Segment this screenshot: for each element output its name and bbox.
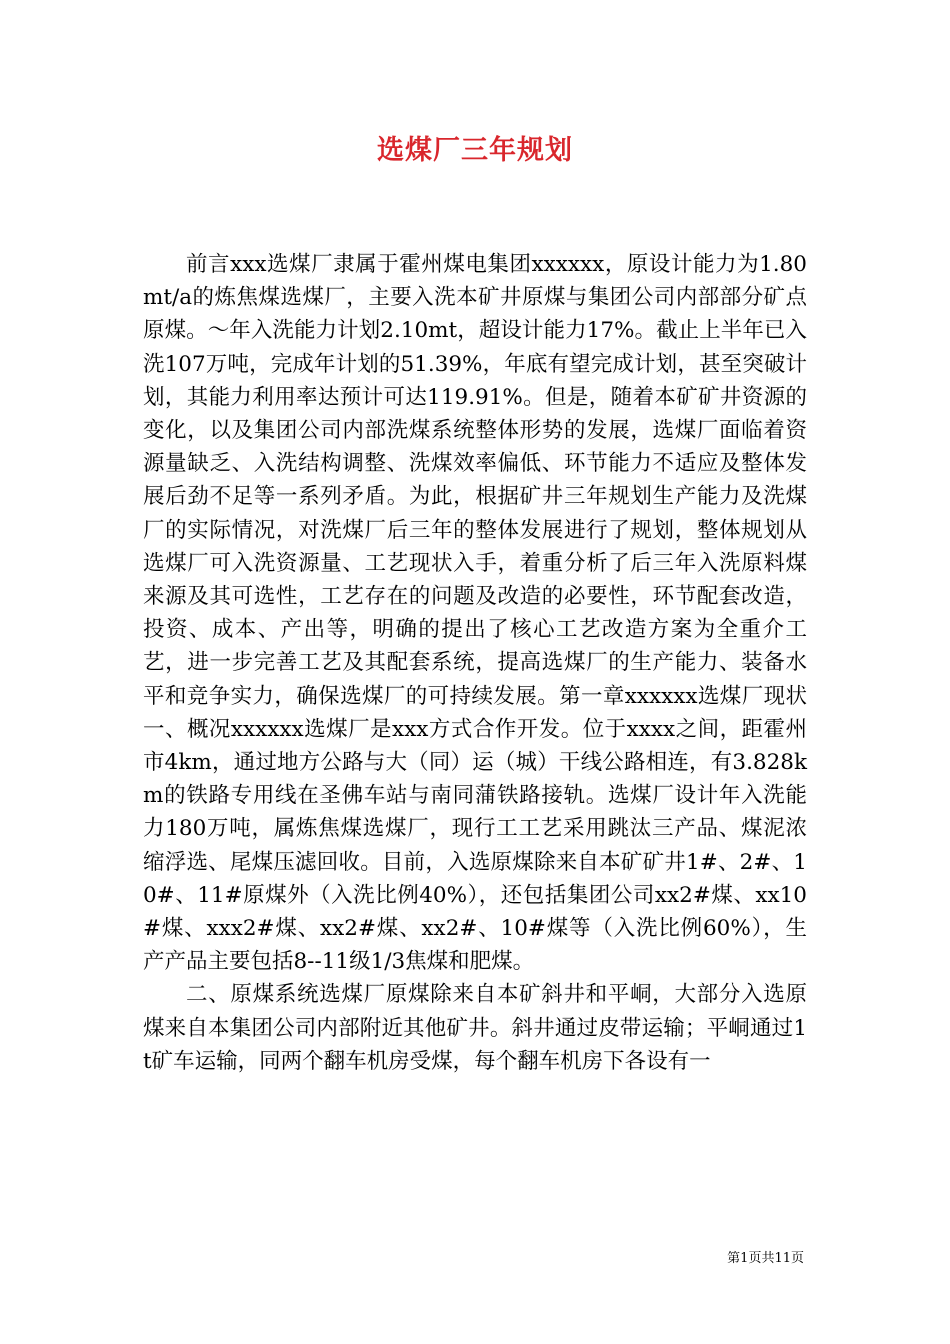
document-body: [143, 248, 807, 1078]
paragraph-raw-coal-system: 二、原煤系统选煤厂原煤除来自本矿斜井和平峒，大部分入选原煤来自本集团公司内部附近其他矿井。斜井通过皮带运输；平峒通过1t矿车运输，同两个翻车机房受煤，每个翻车机房下各设有一: [143, 982, 807, 1074]
page-number-footer: 第1页共11页: [727, 1251, 804, 1266]
document-title: 选煤厂三年规划: [377, 135, 573, 166]
paragraph-preface: 前言xxx选煤厂隶属于霍州煤电集团xxxxxx，原设计能力为1.80mt/a的炼焦煤选煤厂，主要入洗本矿井原煤与集团公司内部部分矿点原煤。～年入洗能力计划2.10mt，超设计能力17%。截止上半年已入洗107万吨，完成年计划的51.39%，年底有望完成计划，甚至突破计划，其能力利用率达预计可达119.91%。但是，随着本矿矿井资源的变化，以及集团公司内部洗煤系统整体形势的发展，选煤厂面临着资源量缺乏、入洗结构调整、洗煤效率偏低、环节能力不适应及整体发展后劲不足等一系列矛盾。为此，根据矿井三年规划生产能力及洗煤厂的实际情况，对洗煤厂后三年的整体发展进行了规划，整体规划从选煤厂可入洗资源量、工艺现状入手，着重分析了后三年入洗原料煤来源及其可选性，工艺存在的问题及改造的必要性，环节配套改造，投资、成本、产出等，明确的提出了核心工艺改造方案为全重介工艺，进一步完善工艺及其配套系统，提高选煤厂的生产能力、装备水平和竞争实力，确保选煤厂的可持续发展。第一章xxxxxx选煤厂现状一、概况xxxxxx选煤厂是xxx方式合作开发。位于xxxx之间，距霍州市4km，通过地方公路与大（同）运（城）干线公路相连，有3.828km的铁路专用线在圣佛车站与南同蒲铁路接轨。选煤厂设计年入洗能力180万吨，属炼焦煤选煤厂，现行工工艺采用跳汰三产品、煤泥浓缩浮选、尾煤压滤回收。目前，入选原煤除来自本矿矿井1#、2#、10#、11#原煤外（入洗比例40%），还包括集团公司xx2#煤、xx10#煤、xxx2#煤、xx2#煤、xx2#、10#煤等（入洗比例60%），生产产品主要包括8--11级1/3焦煤和肥煤。: [143, 252, 807, 975]
